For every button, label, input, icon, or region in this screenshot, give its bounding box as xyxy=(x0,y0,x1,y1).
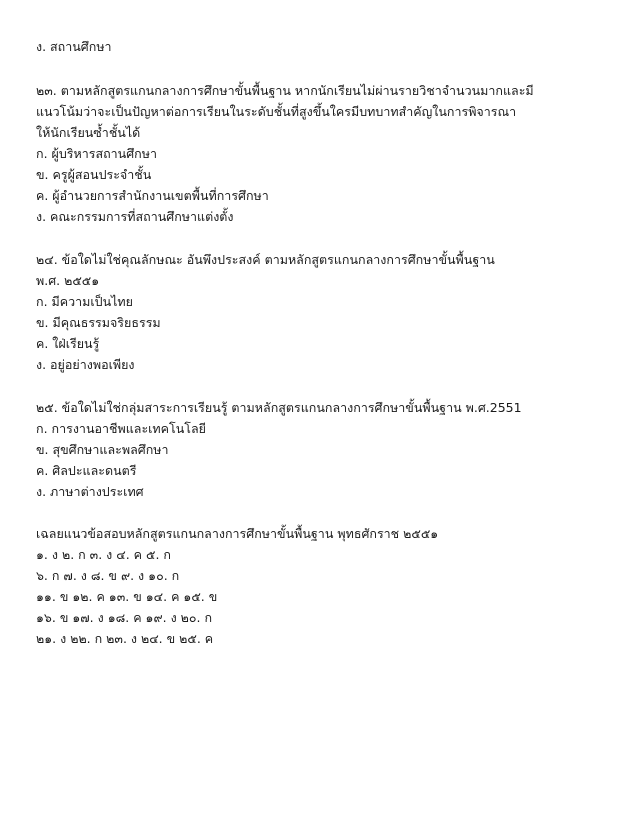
question-25 xyxy=(36,397,616,502)
answer-option: ง. อยู่อย่างพอเพียง xyxy=(36,357,135,372)
answer-key-row: ๖. ก ๗. ง ๘. ข ๙. ง ๑๐. ก xyxy=(36,568,180,583)
answer-key-row: ๑. ง ๒. ก ๓. ง ๔. ค ๕. ก xyxy=(36,547,171,562)
answer-option: ค. ใฝ่เรียนรู้ xyxy=(36,336,100,351)
question-text: ๒๓. ตามหลักสูตรแกนกลางการศึกษาขั้นพื้นฐาน หากนักเรียนไม่ผ่านรายวิชาจำนวนมากและมี xyxy=(36,83,534,98)
spacer xyxy=(36,227,616,249)
question-text: แนวโน้มว่าจะเป็นปัญหาต่อการเรียนในระดับชั้นที่สูงขึ้นใครมีบทบาทสำคัญในการพิจารณา xyxy=(36,104,517,119)
answer-option: ข. ครูผู้สอนประจำชั้น xyxy=(36,167,152,182)
answer-key-row: ๑๑. ข ๑๒. ค ๑๓. ข ๑๔. ค ๑๕. ข xyxy=(36,589,218,604)
answer-option: ข. มีคุณธรรมจริยธรรม xyxy=(36,315,161,330)
question-text: ๒๔. ข้อใดไม่ใช่คุณลักษณะ อันพึงประสงค์ ตามหลักสูตรแกนกลางการศึกษาขั้นพื้นฐาน xyxy=(36,252,495,267)
answer-key-row: ๒๑. ง ๒๒. ก ๒๓. ง ๒๔. ข ๒๕. ค xyxy=(36,631,214,646)
question-text: ให้นักเรียนซ้ำชั้นได้ xyxy=(36,125,141,140)
document-page xyxy=(36,36,616,649)
question-24 xyxy=(36,249,616,375)
answer-option: ง. คณะกรรมการที่สถานศึกษาแต่งตั้ง xyxy=(36,209,234,224)
spacer xyxy=(36,57,616,80)
answer-option: ก. มีความเป็นไทย xyxy=(36,294,133,309)
answer-option: ค. ศิลปะและดนตรี xyxy=(36,463,137,478)
answer-key xyxy=(36,523,616,649)
answer-option: ข. สุขศึกษาและพลศึกษา xyxy=(36,442,169,457)
answer-key-row: ๑๖. ข ๑๗. ง ๑๘. ค ๑๙. ง ๒๐. ก xyxy=(36,610,213,625)
answer-option: ก. ผู้บริหารสถานศึกษา xyxy=(36,146,157,161)
answer-option: ค. ผู้อำนวยการสำนักงานเขตพื้นที่การศึกษา xyxy=(36,188,269,203)
spacer xyxy=(36,375,616,397)
question-text: ๒๕. ข้อใดไม่ใช่กลุ่มสาระการเรียนรู้ ตามหลักสูตรแกนกลางการศึกษาขั้นพื้นฐาน พ.ศ.2551 xyxy=(36,400,522,415)
answer-option: ก. การงานอาชีพและเทคโนโลยี xyxy=(36,421,206,436)
previous-question-option: ง. สถานศึกษา xyxy=(36,39,112,54)
question-23 xyxy=(36,80,616,227)
spacer xyxy=(36,502,616,523)
answer-option: ง. ภาษาต่างประเทศ xyxy=(36,484,144,499)
question-text: พ.ศ. ๒๕๕๑ xyxy=(36,273,100,288)
answer-key-title: เฉลยแนวข้อสอบหลักสูตรแกนกลางการศึกษาขั้นพื้นฐาน พุทธศักราช ๒๕๕๑ xyxy=(36,526,439,541)
